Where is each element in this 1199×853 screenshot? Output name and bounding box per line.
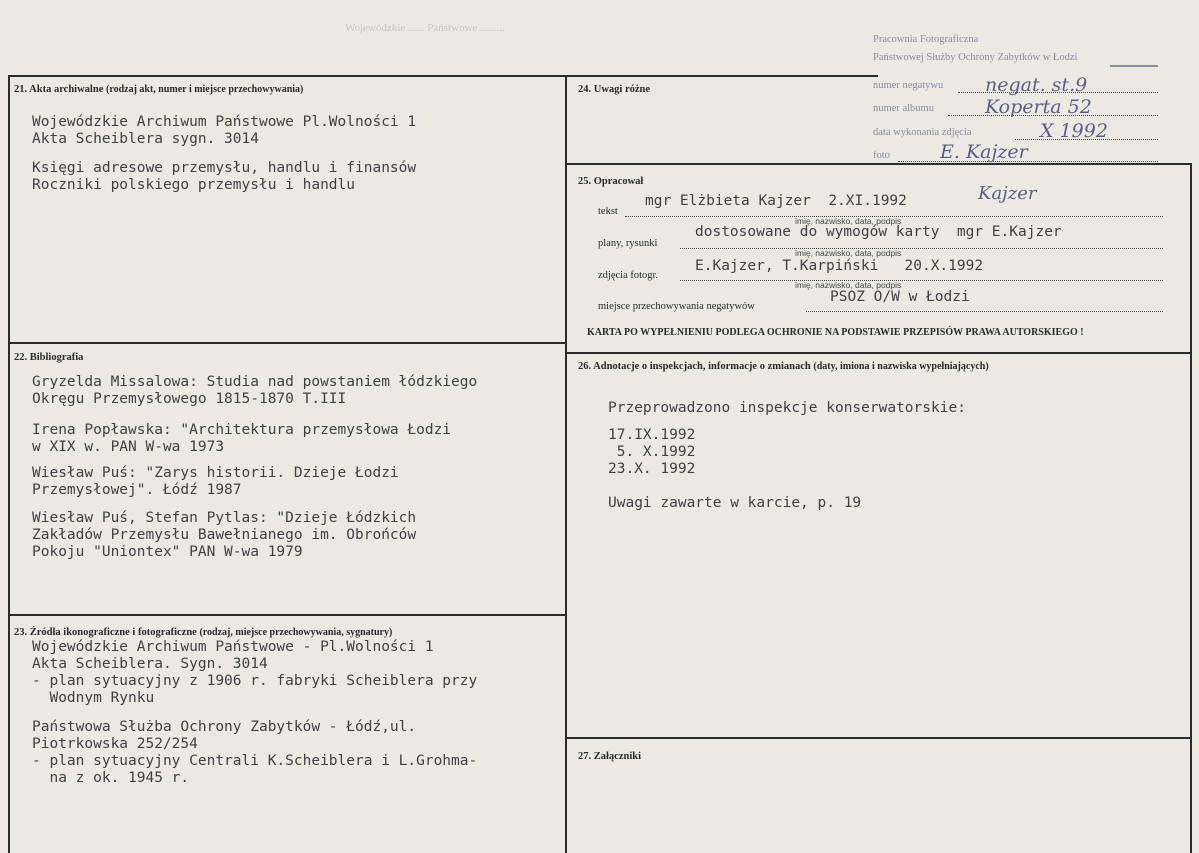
inspection-dates: 17.IX.1992 5. X.1992 23.X. 1992 bbox=[608, 427, 696, 477]
section-25-label: 25. Opracował bbox=[578, 176, 644, 187]
stamp-photo-value: E. Kajzer bbox=[940, 141, 1028, 163]
zdjecia-dots bbox=[680, 280, 1163, 281]
bibliography-entry: Wiesław Puś, Stefan Pytlas: "Dzieje Łódzkich Zakładów Przemysłu Bawełnianego im. Obrońców Pokoju "Uniontex" PAN W-wa 1979 bbox=[32, 510, 417, 560]
section-22-label: 22. Bibliografia bbox=[14, 352, 84, 363]
section-23-title: 23. Źródła ikonograficzne i fotograficzne bbox=[14, 627, 197, 638]
zdjecia-caption: imię, nazwisko, data, podpis bbox=[795, 280, 902, 290]
bibliography-entry: Wiesław Puś: "Zarys historii. Dzieje Łodzi Przemysłowej". Łódź 1987 bbox=[32, 465, 399, 498]
section-23-label bbox=[14, 627, 392, 638]
miejsce-value: PSOZ O/W w Łodzi bbox=[830, 289, 970, 305]
copyright-warning: KARTA PO WYPEŁNIENIU PODLEGA OCHRONIE NA PODSTAWIE PRZEPISÓW PRAWA AUTORSKIEGO ! bbox=[587, 327, 1084, 338]
plany-dots bbox=[680, 248, 1163, 249]
tekst-value: mgr Elżbieta Kajzer 2.XI.1992 bbox=[645, 193, 907, 209]
section-27-label: 27. Załączniki bbox=[578, 751, 642, 762]
divider-22-23 bbox=[8, 614, 566, 616]
divider-21-22 bbox=[8, 342, 566, 344]
miejsce-dots bbox=[806, 311, 1163, 312]
stamp-negative-label: numer negatywu bbox=[873, 80, 944, 91]
divider-24-25 bbox=[566, 163, 866, 165]
stamp-date-value: X 1992 bbox=[1040, 120, 1108, 142]
section-21-sub: (rodzaj akt, numer i miejsce przechowywania) bbox=[105, 84, 304, 95]
stamp-photo-label: foto bbox=[873, 150, 890, 161]
frame-top-right-line bbox=[868, 75, 878, 77]
section-26-sub: (daty, imiona i nazwiska wypełniających) bbox=[813, 361, 989, 372]
frame-top-line bbox=[8, 75, 868, 77]
stamp-negative-value: negat. st.9 bbox=[985, 74, 1088, 96]
stamp-photo-dots bbox=[898, 161, 1158, 162]
section-21-text2: Księgi adresowe przemysłu, handlu i finansów Roczniki polskiego przemysłu i handlu bbox=[32, 160, 417, 193]
bibliography-entry: Irena Popławska: "Architektura przemysłowa Łodzi w XIX w. PAN W-wa 1973 bbox=[32, 422, 452, 455]
stamp-album-value: Koperta 52 bbox=[985, 96, 1092, 118]
section-26-label bbox=[578, 361, 989, 372]
stamp-album-label: numer albumu bbox=[873, 103, 934, 114]
section-23-text1: Wojewódzkie Archiwum Państwowe - Pl.Wolności 1 Akta Scheiblera. Sygn. 3014 - plan sytuacyjny z 1906 r. fabryki Scheiblera przy Wodnym Rynku bbox=[32, 639, 478, 706]
bibliography-entry: Gryzelda Missalowa: Studia nad powstaniem łódzkiego Okręgu Przemysłowego 1815-1870 T.III bbox=[32, 374, 478, 407]
section-21-text: Wojewódzkie Archiwum Państwowe Pl.Wolności 1 Akta Scheiblera sygn. 3014 bbox=[32, 114, 417, 147]
divider-25-26 bbox=[566, 352, 1192, 354]
inspection-line: Przeprowadzono inspekcje konserwatorskie: bbox=[608, 400, 966, 416]
divider-26-27 bbox=[566, 737, 1192, 739]
inspection-note: Uwagi zawarte w karcie, p. 19 bbox=[608, 495, 862, 511]
tekst-caption: imię, nazwisko, data, podpis bbox=[795, 216, 902, 226]
section-23-text2: Państwowa Służba Ochrony Zabytków - Łódź,ul. Piotrkowska 252/254 - plan sytuacyjny Centrali K.Scheiblera i L.Grohma- na z ok. 1945 r. bbox=[32, 719, 478, 786]
stamp-line-2: Państwowej Służby Ochrony Zabytków w Łodzi bbox=[873, 52, 1078, 63]
miejsce-label: miejsce przechowywania negatywów bbox=[598, 301, 755, 312]
stamp-bottom-line bbox=[860, 163, 1192, 165]
stamp-date-label: data wykonania zdjęcia bbox=[873, 127, 972, 138]
section-23-sub: (rodzaj, miejsce przechowywania, sygnatury) bbox=[199, 627, 393, 638]
frame-left-line bbox=[8, 75, 10, 853]
stamp-underline bbox=[1110, 65, 1158, 67]
plany-label: plany, rysunki bbox=[598, 238, 658, 249]
plany-caption: imię, nazwisko, data, podpis bbox=[795, 248, 902, 258]
tekst-label: tekst bbox=[598, 206, 618, 217]
zdjecia-value: E.Kajzer, T.Karpiński 20.X.1992 bbox=[695, 258, 984, 274]
stamp-line-1: Pracownia Fotograficzna bbox=[873, 34, 979, 45]
plany-value: dostosowane do wymogów karty mgr E.Kajzer bbox=[695, 224, 1062, 240]
section-21-title: 21. Akta archiwalne bbox=[14, 84, 104, 95]
section-24-label: 24. Uwagi różne bbox=[578, 84, 651, 95]
top-faint-text: Wojewódzkie ...... Państwowe ......... bbox=[345, 22, 505, 34]
zdjecia-label: zdjęcia fotogr. bbox=[598, 270, 659, 281]
section-21-label bbox=[14, 84, 303, 95]
frame-right-line bbox=[1190, 163, 1192, 853]
section-26-title: 26. Adnotacje o inspekcjach, informacje o zmianach bbox=[578, 361, 811, 372]
tekst-signature: Kajzer bbox=[978, 183, 1037, 204]
